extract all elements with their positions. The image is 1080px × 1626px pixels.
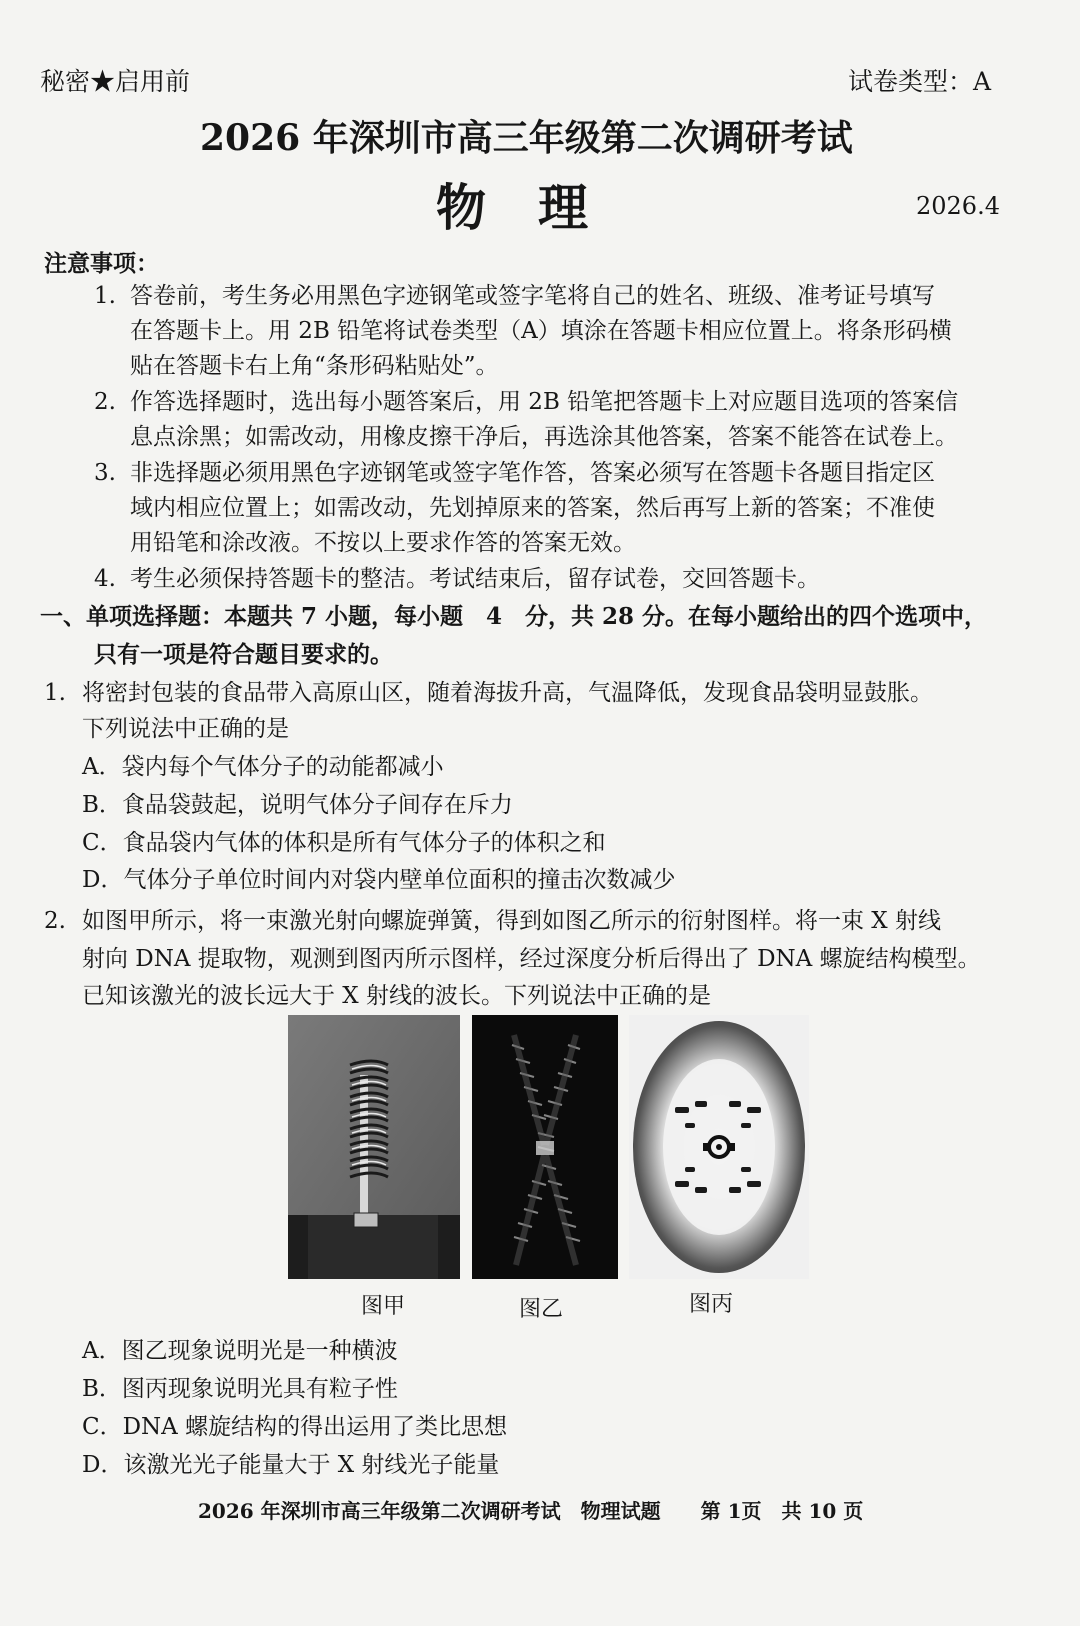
note-4-line-1: 考生必须保持答题卡的整洁。考试结束后，留存试卷，交回答题卡。 xyxy=(130,566,820,592)
q1-option-a: A．袋内每个气体分子的动能都减小 xyxy=(82,754,444,780)
q1-number: 1. xyxy=(44,680,66,706)
figure-bing-xray-pattern xyxy=(629,1015,809,1279)
note-1-line-3: 贴在答题卡右上角“条形码粘贴处”。 xyxy=(130,353,499,379)
caption-yi: 图乙 xyxy=(519,1297,564,1322)
subject-title: 物理 xyxy=(436,178,640,237)
page-footer: 2026 年深圳市高三年级第二次调研考试 物理试题 第 1页 共 10 页 xyxy=(198,1499,864,1523)
q2-option-c: C．DNA 螺旋结构的得出运用了类比思想 xyxy=(82,1414,508,1440)
confidential-label: 秘密★启用前 xyxy=(40,67,191,96)
q1-stem-line-2: 下列说法中正确的是 xyxy=(82,716,289,742)
spring-image xyxy=(288,1015,460,1279)
q2-stem-line-1: 如图甲所示，将一束激光射向螺旋弹簧，得到如图乙所示的衍射图样。将一束 X 射线 xyxy=(82,908,941,934)
q1-option-d: D．气体分子单位时间内对袋内壁单位面积的撞击次数减少 xyxy=(82,867,676,893)
note-3-num: 3. xyxy=(94,460,116,486)
q2-option-b: B．图丙现象说明光具有粒子性 xyxy=(82,1376,398,1402)
section-1-heading: 一、单项选择题：本题共 7 小题，每小题 4 分，共 28 分。在每小题给出的四个选项中， xyxy=(40,603,988,630)
note-3-line-2: 域内相应位置上；如需改动，先划掉原来的答案，然后再写上新的答案；不准使 xyxy=(130,495,935,521)
note-1-line-1: 答卷前，考生务必用黑色字迹钢笔或签字笔将自己的姓名、班级、准考证号填写 xyxy=(130,283,935,309)
note-1-num: 1. xyxy=(94,283,116,309)
caption-bing: 图丙 xyxy=(689,1292,734,1317)
note-2-line-1: 作答选择题时，选出每小题答案后，用 2B 铅笔把答题卡上对应题目选项的答案信 xyxy=(130,389,959,415)
note-3-line-1: 非选择题必须用黑色字迹钢笔或签字笔作答，答案必须写在答题卡各题目指定区 xyxy=(130,460,935,486)
x-diffraction-image xyxy=(472,1015,618,1279)
figure-yi-diffraction-pattern xyxy=(472,1015,618,1279)
exam-title: 2026 年深圳市高三年级第二次调研考试 xyxy=(200,117,853,159)
q1-option-c: C．食品袋内气体的体积是所有气体分子的体积之和 xyxy=(82,830,606,856)
note-1-line-2: 在答题卡上。用 2B 铅笔将试卷类型（A）填涂在答题卡相应位置上。将条形码横 xyxy=(130,318,952,344)
note-3-line-3: 用铅笔和涂改液。不按以上要求作答的答案无效。 xyxy=(130,530,636,556)
note-2-num: 2. xyxy=(94,389,116,415)
q2-stem-line-2: 射向 DNA 提取物，观测到图丙所示图样，经过深度分析后得出了 DNA 螺旋结构模型。 xyxy=(82,946,981,972)
q1-stem-line-1: 将密封包装的食品带入高原山区，随着海拔升高，气温降低，发现食品袋明显鼓胀。 xyxy=(82,680,933,706)
note-2-line-2: 息点涂黑；如需改动，用橡皮擦干净后，再选涂其他答案，答案不能答在试卷上。 xyxy=(130,424,958,450)
q2-option-a: A．图乙现象说明光是一种横波 xyxy=(82,1338,398,1364)
caption-jia: 图甲 xyxy=(361,1294,406,1319)
paper-type-label: 试卷类型：A xyxy=(848,67,992,96)
note-4-num: 4. xyxy=(94,566,116,592)
figure-jia-spring-photo xyxy=(288,1015,460,1279)
notes-heading: 注意事项： xyxy=(44,250,159,277)
q2-stem-line-3: 已知该激光的波长远大于 X 射线的波长。下列说法中正确的是 xyxy=(82,983,711,1009)
q2-number: 2. xyxy=(44,908,66,934)
dna-xray-image xyxy=(629,1015,809,1279)
q1-option-b: B．食品袋鼓起，说明气体分子间存在斥力 xyxy=(82,792,513,818)
q2-option-d: D．该激光光子能量大于 X 射线光子能量 xyxy=(82,1452,500,1478)
section-1-heading-cont: 只有一项是符合题目要求的。 xyxy=(94,641,393,668)
exam-date: 2026.4 xyxy=(916,192,1000,220)
